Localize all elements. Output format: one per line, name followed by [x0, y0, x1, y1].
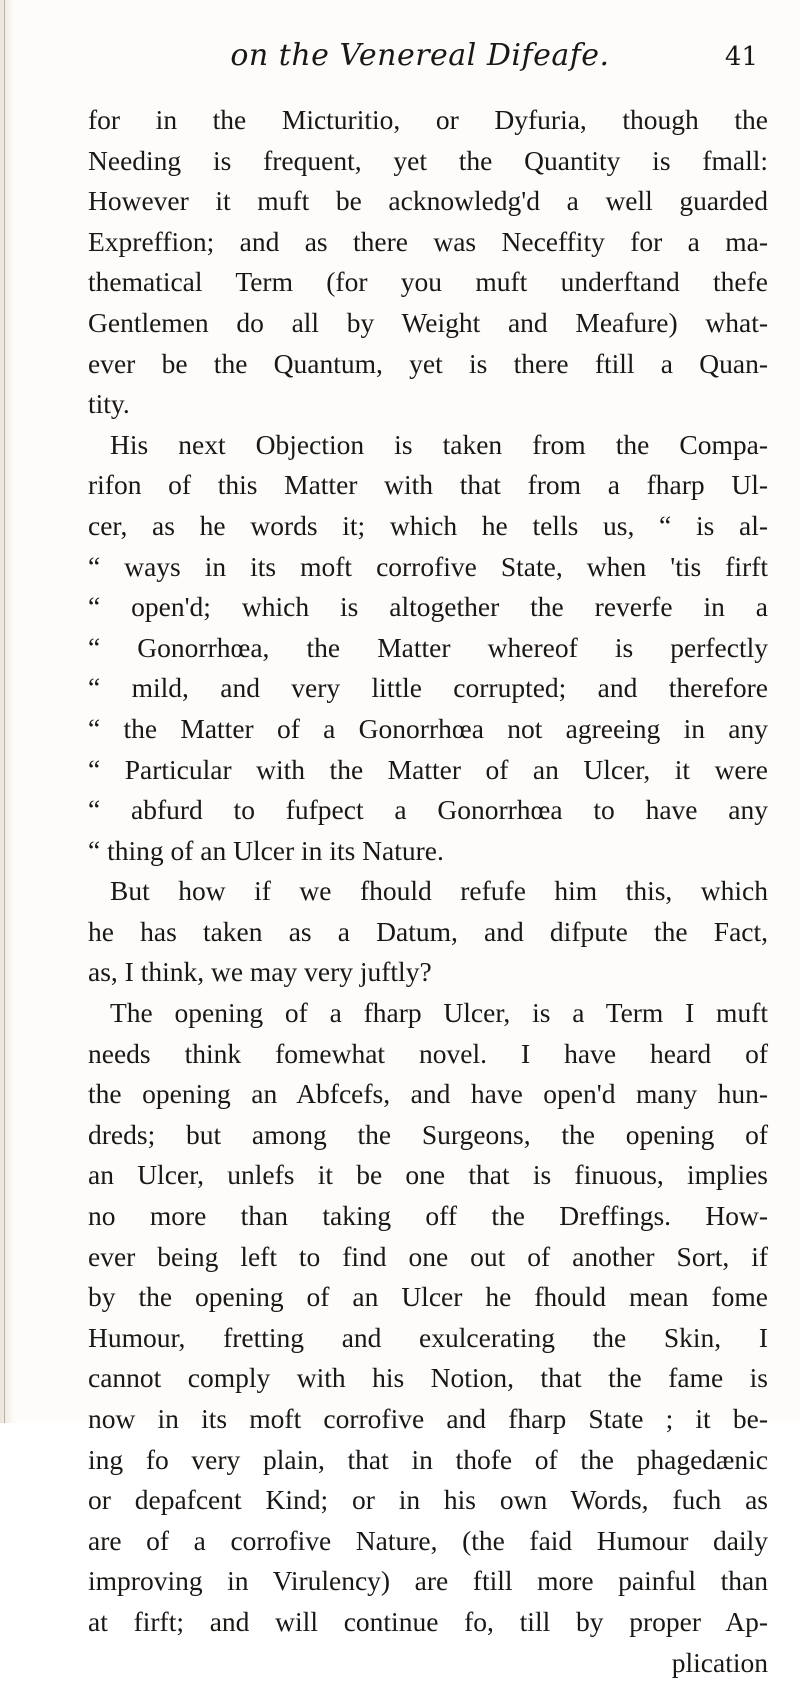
text-line: cannot comply with his Notion, that the fame is	[88, 1362, 768, 1394]
text-line: “ open'd; which is altogether the reverfe in a	[88, 591, 768, 623]
text-line: “ Gonorrhœa, the Matter whereof is perfectly	[88, 631, 768, 663]
page-gutter-shadow	[0, 0, 14, 1423]
text-line: now in its moft corrofive and fharp State ; it be-	[88, 1403, 768, 1434]
text-line: ever be the Quantum, yet is there ftill a Quan-	[88, 347, 768, 379]
text-line: as, I think, we may very juftly?	[88, 956, 432, 988]
text-line: for in the Micturitio, or Dyfuria, though the	[88, 104, 768, 135]
text-line: ing fo very plain, that in thofe of the phagedænic	[88, 1443, 768, 1475]
text-line: However it muft be acknowledg'd a well guarded	[88, 185, 768, 217]
text-line: “ Particular with the Matter of an Ulcer, it were	[88, 753, 768, 785]
text-line: the opening an Abfcefs, and have open'd many hun-	[88, 1078, 768, 1110]
text-line: by the opening of an Ulcer he fhould mean fome	[88, 1281, 768, 1313]
text-line: “ ways in its moft corrofive State, when 'tis firft	[88, 550, 768, 582]
text-line: Expreffion; and as there was Neceffity for a ma-	[88, 225, 768, 257]
text-line: he has taken as a Datum, and difpute the Fact,	[88, 915, 768, 947]
text-line: His next Objection is taken from the Compa-	[110, 428, 768, 460]
body-text	[88, 100, 768, 1683]
text-line: improving in Virulency) are ftill more painful than	[88, 1565, 768, 1597]
text-line: needs think fomewhat novel. I have heard of	[88, 1037, 768, 1069]
text-line: or depafcent Kind; or in his own Words, fuch as	[88, 1484, 768, 1516]
text-line: “ abfurd to fufpect a Gonorrhœa to have any	[88, 794, 768, 826]
text-line: “ the Matter of a Gonorrhœa not agreeing in any	[88, 712, 768, 744]
text-line: tity.	[88, 388, 130, 420]
page-number: 41	[724, 42, 758, 72]
text-line: cer, as he words it; which he tells us, “ is al-	[88, 509, 768, 541]
text-line: “ thing of an Ulcer in its Nature.	[88, 834, 444, 866]
text-line: at firft; and will continue fo, till by proper Ap-	[88, 1605, 768, 1637]
text-line: rifon of this Matter with that from a fharp Ul-	[88, 469, 768, 501]
text-line: an Ulcer, unlefs it be one that is finuous, implies	[88, 1159, 768, 1191]
text-line: no more than taking off the Dreffings. How-	[88, 1200, 768, 1232]
text-line: But how if we fhould refufe him this, which	[110, 875, 768, 907]
text-line: Needing is frequent, yet the Quantity is fmall:	[88, 144, 768, 176]
text-line: ever being left to find one out of another Sort, if	[88, 1240, 768, 1272]
page-edge-line	[4, 0, 5, 1423]
catchword: plication	[671, 1646, 768, 1678]
text-line: Gentlemen do all by Weight and Meafure) what-	[88, 306, 768, 338]
text-line: dreds; but among the Surgeons, the opening of	[88, 1118, 768, 1150]
text-line: Humour, fretting and exulcerating the Skin, I	[88, 1321, 768, 1353]
running-head: on the Venereal Difeafe.	[230, 38, 610, 73]
text-line: are of a corrofive Nature, (the faid Humour daily	[88, 1524, 768, 1556]
text-line: thematical Term (for you muft underftand thefe	[88, 266, 768, 298]
text-line: The opening of a fharp Ulcer, is a Term I muft	[110, 997, 768, 1029]
text-line: “ mild, and very little corrupted; and therefore	[88, 672, 768, 704]
